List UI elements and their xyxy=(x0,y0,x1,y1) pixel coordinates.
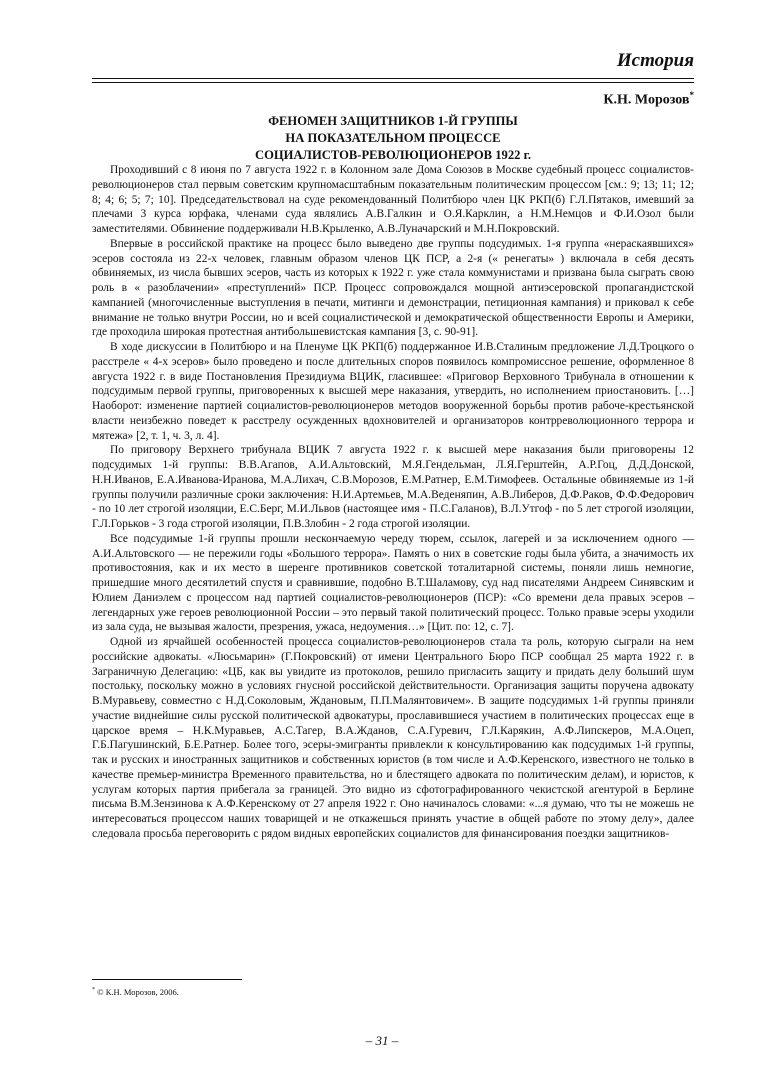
author-text: К.Н. Морозов xyxy=(603,92,690,108)
footnote xyxy=(92,985,179,998)
title-line: ФЕНОМЕН ЗАЩИТНИКОВ 1-Й ГРУППЫ xyxy=(268,114,518,128)
article-body xyxy=(92,163,694,842)
header-rule-thin xyxy=(92,82,694,83)
paragraph: Впервые в российской практике на процесс было выведено две группы подсудимых. 1-я группа «нераскаявшихся» эсеров состояла из 22-х человек, главным образом членов ЦК ПСР, а 2-я (« ренегаты» ) включала в себя десять обвиняемых, из числа бывших эсеров, часть из которых к 1922 г. уже стала коммунистами и призвана была сыграть свою роль в « разоблачении» «преступлений» ПСР. Процесс сопровождался мощной антиэсеровской пропагандистской кампанией (многочисленные выступления в печати, митинги и демонстрации, петиционная кампания) и приковал к себе внимание не только внутри России, но и всей социалистической и демократической общественности Европы и Америки, где проходила широкая протестная антибольшевистская кампания [3, с. 90-91]. xyxy=(92,237,694,339)
article-title xyxy=(92,113,694,164)
footnote-divider xyxy=(92,979,242,980)
author-footnote-mark: * xyxy=(689,90,694,100)
paragraph: По приговору Верхнего трибунала ВЦИК 7 августа 1922 г. к высшей мере наказания были приговорены 12 подсудимых 1-й группы: В.В.Агапов, А.И.Альтовский, М.Я.Гендельман, Л.Я.Герштейн, А.Р.Гоц, Д.Д.Донской, Н.Н.Иванов, Е.А.Иванова-Иранова, М.А.Лихач, С.В.Морозов, Е.М.Ратнер, Е.М.Тимофеев. Остальные обвиняемые из 1-й группы получили различные сроки заключения: Н.И.Артемьев, М.А.Веденяпин, А.В.Либеров, Д.Ф.Раков, Ф.Ф.Федорович - по 10 лет строгой изоляции, Е.С.Берг, М.И.Львов (настоящее имя - П.С.Галанов), В.Л.Утгоф - по 5 лет строгой изоляции, Г.Л.Горьков - 3 года строгой изоляции, П.В.Злобин - 2 года строгой изоляции. xyxy=(92,444,694,530)
page-number: – 31 – xyxy=(365,1033,399,1048)
author-name xyxy=(603,86,694,110)
header-rule xyxy=(92,78,694,79)
paragraph: Одной из ярчайшей особенностей процесса социалистов-революционеров стала та роль, которую сыграли на нем российские адвокаты. «Люсьмарин» (Г.Покровский) от имени Центрального Бюро ПСР сообщал 25 марта 1922 г. в Заграничную Делегацию: «ЦБ, как вы увидите из протоколов, решило пригласить защиту и придать делу больший шум постольку, поскольку можно в условиях гнусной российской действительности. Организация защиты поручена адвокату В.Муравьеву, совместно с Н.Д.Соколовым, Ждановым, П.П.Малянтовичем». В защите подсудимых 1-й группы приняли участие виднейшие силы русской политической адвокатуры, прославившиеся участием в политических процессах еще в царское время – Н.К.Муравьев, А.С.Тагер, В.А.Жданов, С.А.Гуревич, Г.Л.Карякин, А.Ф.Липскеров, М.А.Оцеп, Г.Б.Пагушинский, Б.Е.Ратнер. Более того, эсеры-эмигранты привлекли к консультированию как подсудимых 1-й группы, так и русских и иностранных защитников и собственных юристов (в том числе и А.Ф.Керенского, известного не только в качестве премьер-министра Временного правительства, но и блестящего адвоката по политическим делам), и юристов, к услугам которых партия прибегала за границей. Это видно из сфотографированного чекистской агентурой в Берлине письма В.М.Зензинова к А.Ф.Керенскому от 27 апреля 1922 г. Оно начиналось словами: «...я думаю, что ты не можешь не интересоваться процессом наших товарищей и не откажешься принять участие в общей работе по этому делу», далее следовала просьба переговорить с рядом видных европейских социалистов для финансирования поездки защитников- xyxy=(92,636,694,840)
title-line: НА ПОКАЗАТЕЛЬНОМ ПРОЦЕССЕ xyxy=(285,131,501,145)
paragraph: Все подсудимые 1-й группы прошли нескончаемую череду тюрем, ссылок, лагерей и за исключением одного — А.И.Альтовского — не пережили годы «Большого террора». Память о них в советские годы была убита, а значимость их противостояния, как и их место в шеренге противников советской тоталитарной системы, поняли лишь немногие, пришедшие много десятилетий спустя и сравнившие, подобно В.Т.Шаламову, суд над писателями Андреем Синявским и Юлием Даниэлем с процессом над партией социалистов-революционеров (ПСР): «Со времени дела правых эсеров – легендарных уже героев революционной России – это первый такой политический процесс. Только правые эсеры уходили из зала суда, не вызывая жалости, презрения, ужаса, недоумения…» [Цит. по: 12, с. 7]. xyxy=(92,532,694,634)
paragraph: Проходивший с 8 июня по 7 августа 1922 г. в Колонном зале Дома Союзов в Москве судебный процесс социалистов-революционеров стал первым советским крупномасштабным показательным политическим процессом [см.: 9; 13; 11; 12; 8; 4; 6; 5; 7; 10]. Председательствовал на суде рекомендованный Политбюро член ЦК РКП(б) Г.Л.Пятаков, имевший за плечами 3 курса юрфака, членами суда являлись А.В.Галкин и О.Я.Карклин, а Н.М.Немцов и Ф.И.Озол были заместителями. Обвинение поддерживали Н.В.Крыленко, А.В.Луначарский и М.Н.Покровский. xyxy=(92,164,694,235)
footnote-mark: * xyxy=(92,987,95,993)
title-line: СОЦИАЛИСТОВ-РЕВОЛЮЦИОНЕРОВ 1922 г. xyxy=(254,148,532,162)
paragraph: В ходе дискуссии в Политбюро и на Пленуме ЦК РКП(б) поддержанное И.В.Сталиным предложение Л.Д.Троцкого о расстреле « 4-х эсеров» было проведено и после длительных споров появилось компромиссное решение, оформленное 8 августа 1922 г. в виде Постановления Президиума ВЦИК, гласившее: «Приговор Верховного Трибунала в отношении к подсудимым первой группы, приговоренных к высшей мере наказания, утвердить, но исполнением приостановить. […] Наоборот: изменение партией социалистов-революционеров методов вооруженной борьбы против рабоче-крестьянской власти неизбежно поведет к расстрелу осужденных вдохновителей и организаторов контрреволюционного террора и мятежа» [2, т. 1, ч. 3, л. 4]. xyxy=(92,341,694,442)
footnote-text: © К.Н. Морозов, 2006. xyxy=(97,986,179,997)
section-title: История xyxy=(616,50,694,71)
